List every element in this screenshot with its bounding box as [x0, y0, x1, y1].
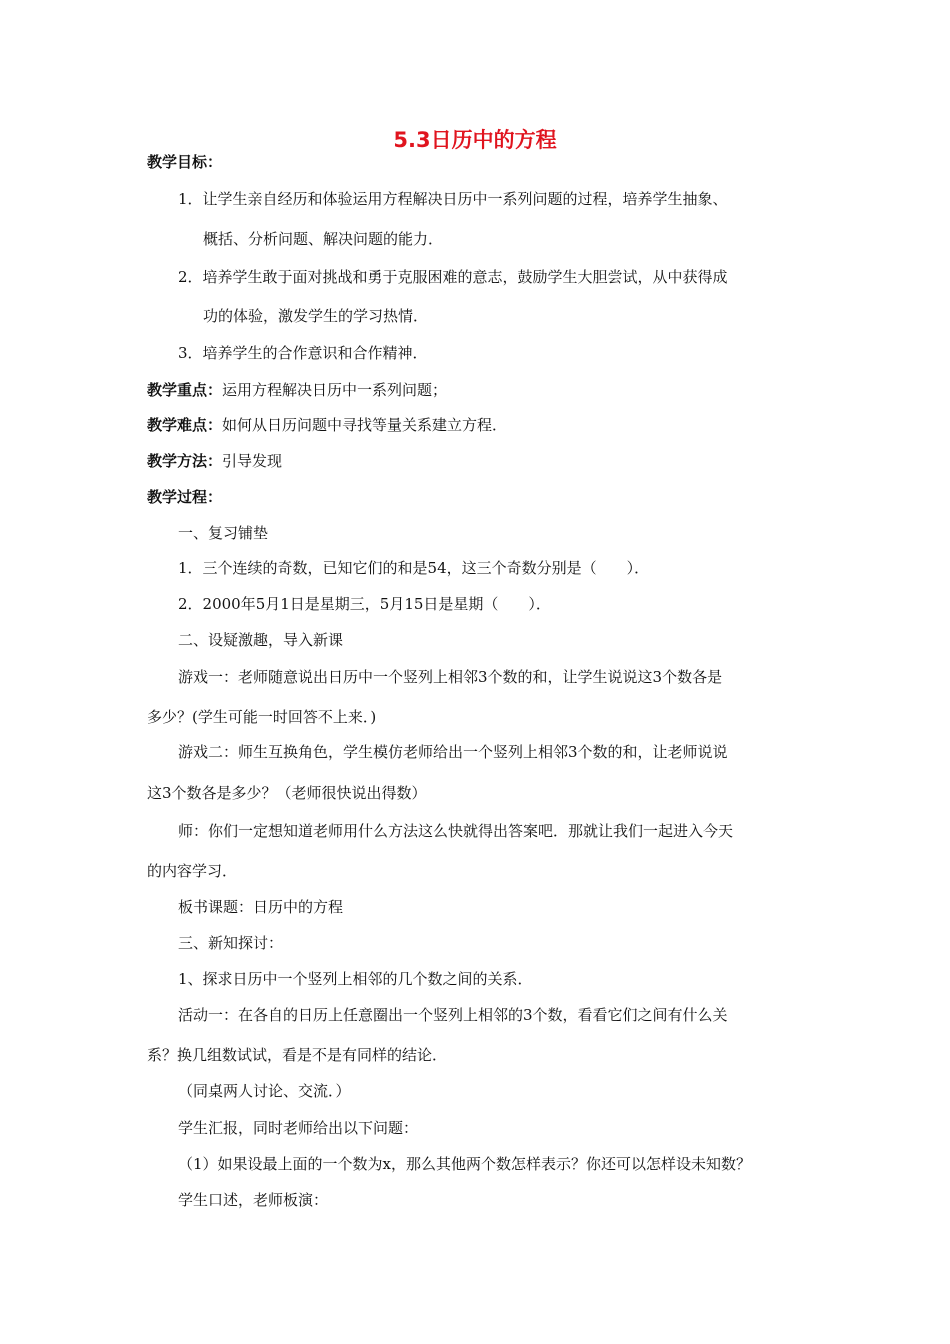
process-heading: 教学过程：: [147, 488, 223, 506]
review-question-2: 2．2000年5月1日是星期三，5月15日是星期（ ）．: [178, 595, 551, 613]
key-point-text: 运用方程解决日历中一系列问题；: [222, 381, 448, 399]
student-report: 学生汇报，同时老师给出以下问题：: [178, 1119, 419, 1137]
activity-1-line-2: 系？换几组数试试，看是不是有同样的结论．: [147, 1046, 448, 1064]
game-2-line-1: 游戏二：师生互换角色，学生模仿老师给出一个竖列上相邻3个数的和，让老师说说: [178, 743, 728, 761]
objective-2-line-1: 2．培养学生敢于面对挑战和勇于克服困难的意志，鼓励学生大胆尝试，从中获得成: [178, 268, 728, 286]
objective-3: 3．培养学生的合作意识和合作精神．: [178, 344, 428, 362]
teacher-line-2: 的内容学习．: [147, 862, 238, 880]
key-point-label: 教学重点：: [147, 381, 223, 399]
game-1-line-1: 游戏一：老师随意说出日历中一个竖列上相邻3个数的和，让学生说说这3个数各是: [178, 668, 723, 686]
objective-1-line-1: 1．让学生亲自经历和体验运用方程解决日历中一系列问题的过程，培养学生抽象、: [178, 190, 728, 208]
key-point: [147, 380, 447, 400]
objective-2-line-2: 功的体验，激发学生的学习热情．: [203, 307, 429, 325]
review-question-1: 1．三个连续的奇数，已知它们的和是54，这三个奇数分别是（ ）．: [178, 559, 650, 577]
explore-1: 1、探求日历中一个竖列上相邻的几个数之间的关系．: [178, 970, 533, 988]
difficulty-label: 教学难点：: [147, 416, 223, 434]
document-title: 5.3日历中的方程: [393, 128, 557, 152]
board-title: 板书课题：日历中的方程: [178, 898, 344, 916]
method-label: 教学方法：: [147, 452, 223, 470]
activity-1-line-1: 活动一：在各自的日历上任意圈出一个竖列上相邻的3个数，看看它们之间有什么关: [178, 1006, 728, 1024]
game-2-line-2: 这3个数各是多少？（老师很快说出得数）: [147, 784, 427, 802]
question-1: （1）如果设最上面的一个数为x，那么其他两个数怎样表示？你还可以怎样设未知数？: [178, 1155, 752, 1173]
section-3-heading: 三、新知探讨：: [178, 934, 284, 952]
objectives-heading: 教学目标：: [147, 153, 223, 171]
oral-board: 学生口述，老师板演：: [178, 1191, 329, 1209]
discussion-note: （同桌两人讨论、交流．）: [178, 1082, 351, 1100]
section-1-heading: 一、复习铺垫: [178, 524, 269, 542]
teacher-line-1: 师：你们一定想知道老师用什么方法这么快就得出答案吧．那就让我们一起进入今天: [178, 822, 734, 840]
method-text: 引导发现: [222, 452, 283, 470]
difficulty-point: [147, 415, 507, 435]
difficulty-text: 如何从日历问题中寻找等量关系建立方程．: [222, 416, 508, 434]
section-2-heading: 二、设疑激趣，导入新课: [178, 631, 344, 649]
teaching-method: [147, 451, 282, 471]
game-1-line-2: 多少？(学生可能一时回答不上来．): [147, 708, 377, 726]
objective-1-line-2: 概括、分析问题、解决问题的能力．: [203, 230, 444, 248]
